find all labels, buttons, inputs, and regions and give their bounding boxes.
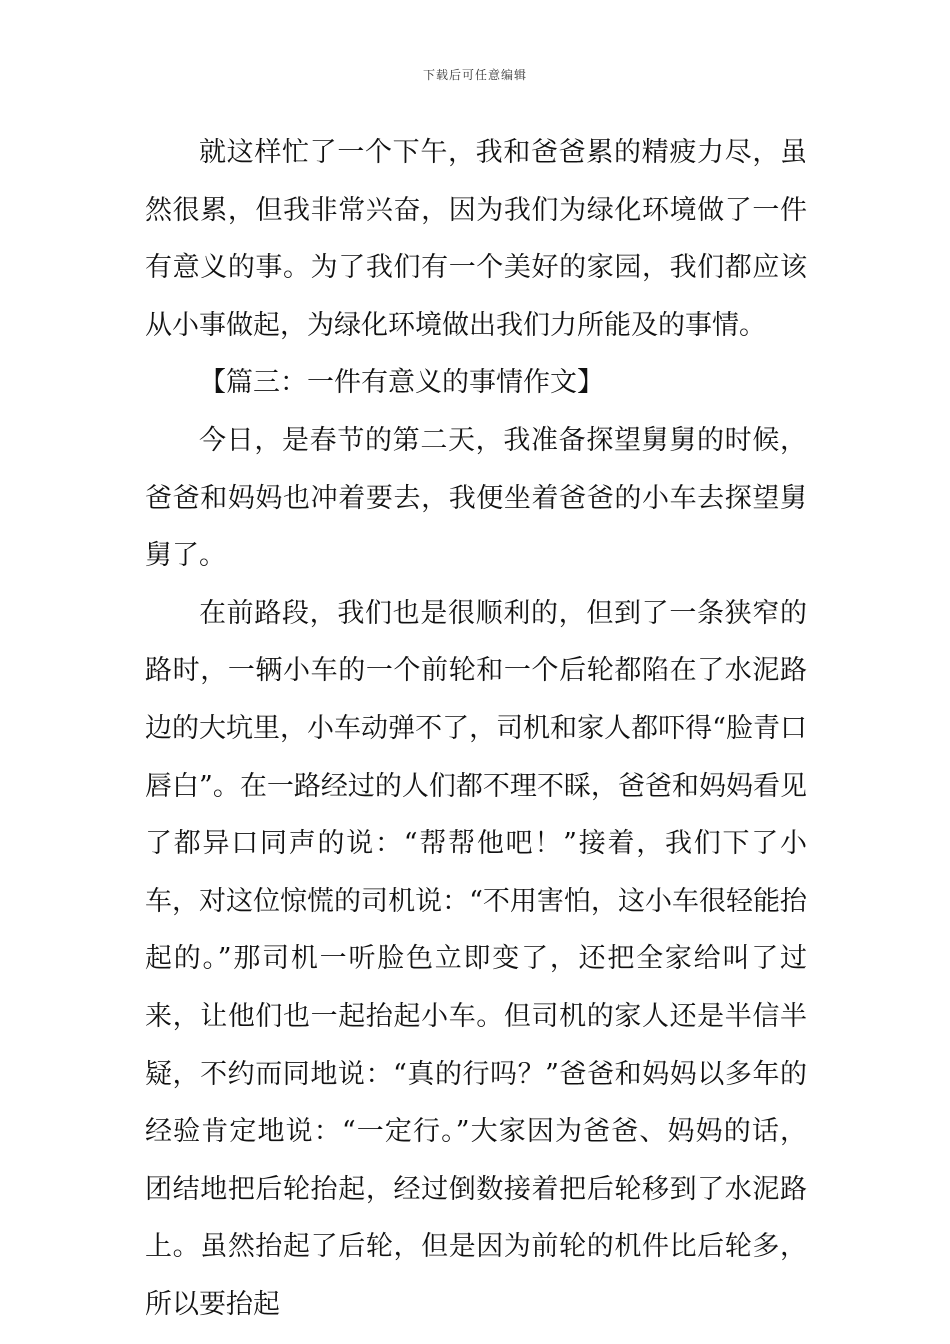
document-body: [145, 124, 807, 1333]
section-heading: 【篇三：一件有意义的事情作文】: [199, 367, 604, 399]
paragraph-intro: 今日，是春节的第二天，我准备探望舅舅的时候，爸爸和妈妈也冲着要去，我便坐着爸爸的小车去探望舅舅了。: [145, 424, 807, 572]
paragraph-conclusion: 就这样忙了一个下午，我和爸爸累的精疲力尽，虽然很累，但我非常兴奋，因为我们为绿化环境做了一件有意义的事。为了我们有一个美好的家园，我们都应该从小事做起，为绿化环境做出我们力所能及的事情。: [145, 137, 807, 341]
header-note: 下载后可任意编辑: [422, 68, 527, 82]
paragraph-story: 在前路段，我们也是很顺利的，但到了一条狭窄的路时，一辆小车的一个前轮和一个后轮都陷在了水泥路边的大坑里，小车动弹不了，司机和家人都吓得“脸青口唇白”。在一路经过的人们都不理不睬，爸爸和妈妈看见了都异口同声的说：“帮帮他吧！”接着，我们下了小车，对这位惊慌的司机说：“不用害怕，这小车很轻能抬起的。”那司机一听脸色立即变了，还把全家给叫了过来，让他们也一起抬起小车。但司机的家人还是半信半疑，不约而同地说：“真的行吗？”爸爸和妈妈以多年的经验肯定地说：“一定行。”大家因为爸爸、妈妈的话，团结地把后轮抬起，经过倒数接着把后轮移到了水泥路上。虽然抬起了后轮，但是因为前轮的机件比后轮多，所以要抬起: [145, 597, 807, 1320]
